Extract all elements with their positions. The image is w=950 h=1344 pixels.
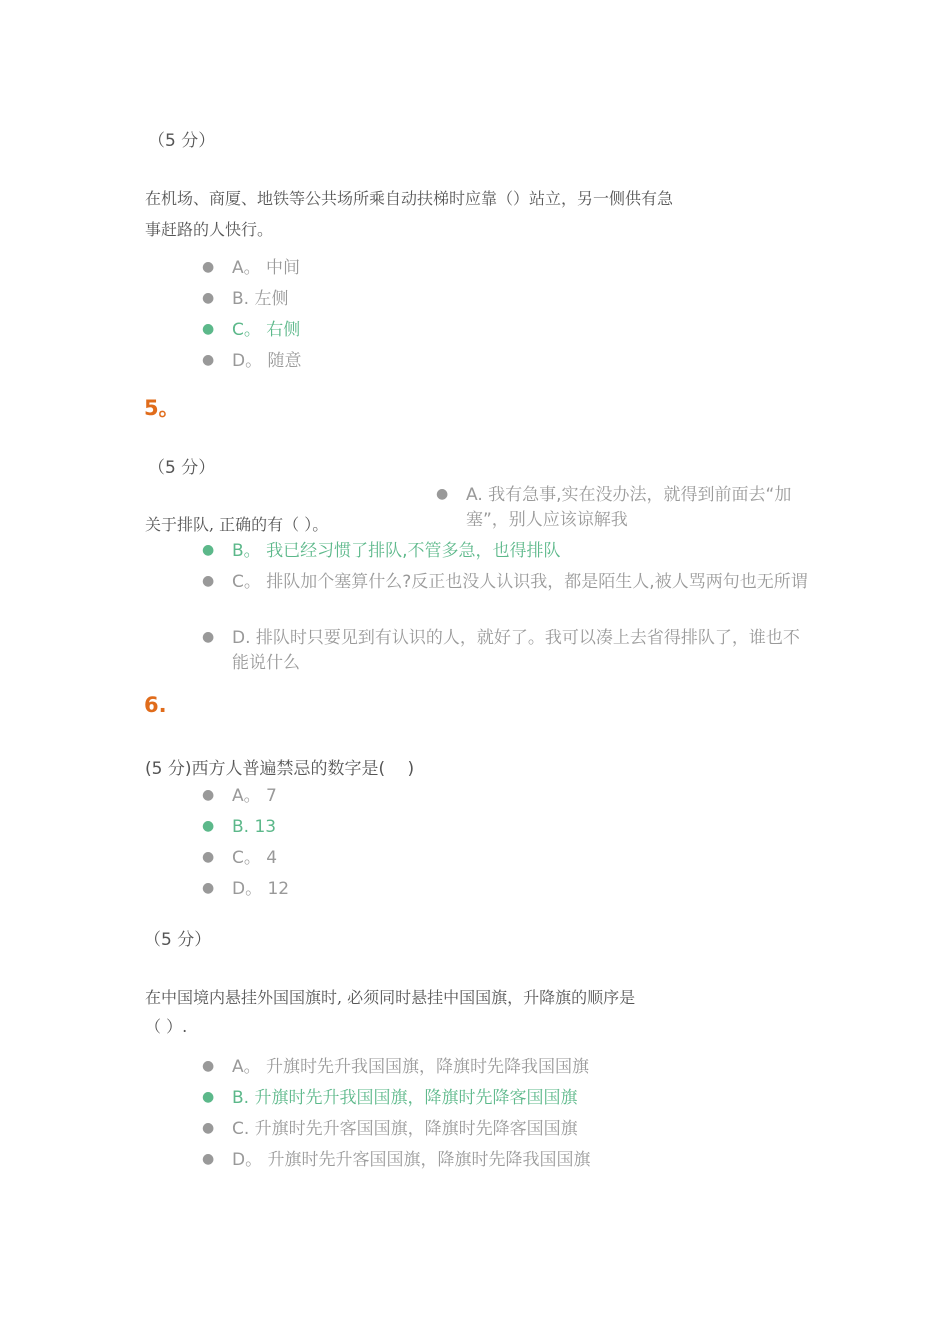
bullet-icon: ● [202,1120,215,1136]
bullet-icon: ● [202,1089,215,1105]
bullet-icon: ● [202,880,215,896]
q5-option-b-correct[interactable]: B。 我已经习惯了排队,不管多急，也得排队 [232,541,561,561]
bullet-icon: ● [202,629,215,645]
q5-option-c[interactable]: C。 排队加个塞算什么?反正也没人认识我，都是陌生人,被人骂两句也无所谓 [232,572,808,592]
bullet-icon: ● [202,1058,215,1074]
bullet-icon: ● [202,818,215,834]
bullet-icon: ● [202,787,215,803]
q6-option-a[interactable]: A。 7 [232,786,277,806]
q6-option-c[interactable]: C。 4 [232,848,278,868]
q5-number: 5。 [144,396,180,420]
bullet-icon: ● [202,352,215,368]
q4-stem-line2: 事赶路的人快行。 [145,220,274,239]
q4-option-b[interactable]: B. 左侧 [232,289,289,309]
bullet-icon: ● [436,486,449,502]
q7-stem-line2: （ ）. [145,1017,188,1036]
q6-number: 6. [144,693,167,717]
q4-option-a[interactable]: A。 中间 [232,258,301,278]
bullet-icon: ● [202,1151,215,1167]
bullet-icon: ● [202,321,215,337]
q4-stem-line1: 在机场、商厦、地铁等公共场所乘自动扶梯时应靠（）站立，另一侧供有急 [145,189,674,208]
q7-option-b-correct[interactable]: B. 升旗时先升我国国旗，降旗时先降客国国旗 [232,1088,578,1108]
q6-stem: (5 分)西方人普遍禁忌的数字是( ) [145,759,415,779]
q7-option-a[interactable]: A。 升旗时先升我国国旗，降旗时先降我国国旗 [232,1057,590,1077]
q7-option-d[interactable]: D。 升旗时先升客国国旗，降旗时先降我国国旗 [232,1150,591,1170]
q7-option-c[interactable]: C. 升旗时先升客国国旗，降旗时先降客国国旗 [232,1119,578,1139]
q6-option-d[interactable]: D。 12 [232,879,290,899]
q7-stem-line1: 在中国境内悬挂外国国旗时, 必须同时悬挂中国国旗，升降旗的顺序是 [145,988,636,1007]
q5-option-d[interactable]: D. 排队时只要见到有认识的人，就好了。我可以凑上去省得排队了，谁也不能说什么 [232,628,800,673]
bullet-icon: ● [202,573,215,589]
q5-option-a[interactable]: A. 我有急事,实在没办法，就得到前面去“加塞”，别人应该谅解我 [466,485,792,530]
q5-stem: 关于排队, 正确的有（ ）。 [145,515,329,534]
bullet-icon: ● [202,542,215,558]
q4-option-d[interactable]: D。 随意 [232,351,302,371]
q5-score: （5 分） [148,458,216,478]
q4-option-c-correct[interactable]: C。 右侧 [232,320,301,340]
bullet-icon: ● [202,849,215,865]
bullet-icon: ● [202,259,215,275]
q6-option-b-correct[interactable]: B. 13 [232,817,277,837]
q4-score: （5 分） [148,131,216,151]
bullet-icon: ● [202,290,215,306]
q7-score: （5 分） [144,930,212,950]
